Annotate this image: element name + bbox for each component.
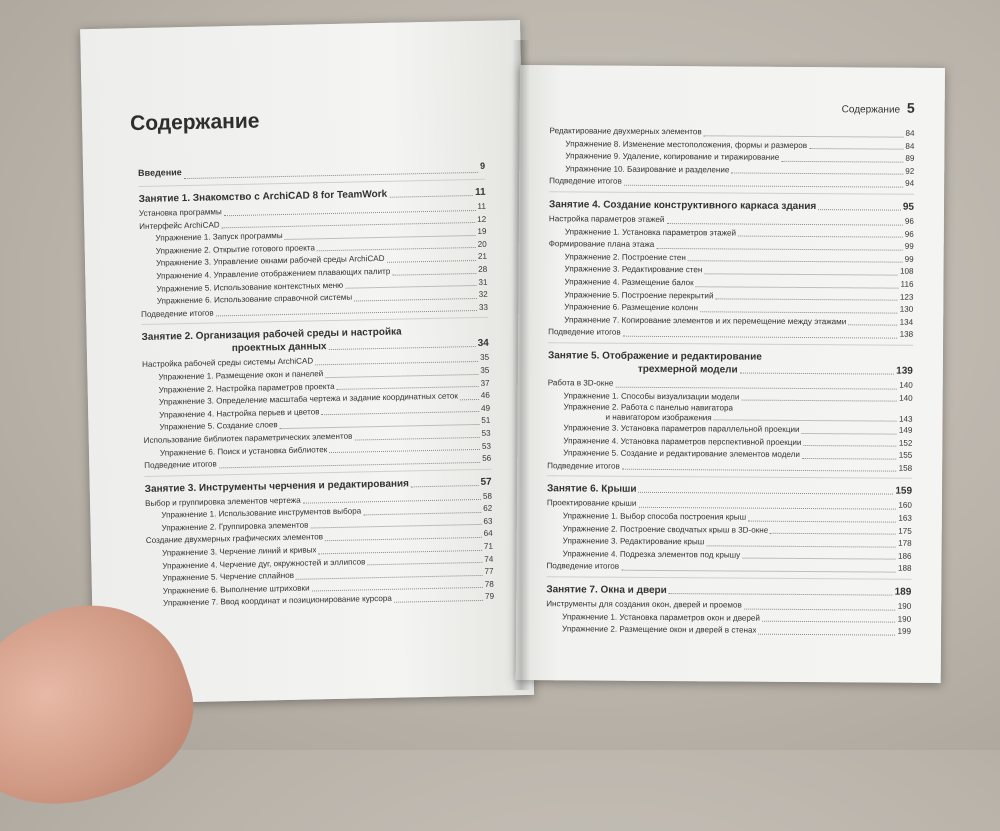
dot-leader — [216, 310, 477, 316]
section-divider — [547, 476, 912, 480]
dot-leader — [622, 469, 897, 472]
toc-entry-title: Создание двухмерных графических элементов — [145, 532, 324, 546]
right-page — [516, 65, 945, 683]
toc-entry-title: Упражнение 2. Построение стен — [564, 252, 686, 262]
dot-leader — [809, 148, 903, 150]
toc-entry-title: Упражнение 3. Определение масштаба чертежа и задание координатных сеток — [158, 391, 458, 407]
toc-entry-title: Упражнение 1. Использование инструментов выбора — [161, 506, 362, 520]
toc-entry-page: 138 — [899, 329, 914, 340]
toc-entry-title: Упражнение 3. Редактирование стен — [564, 264, 703, 275]
toc-entry-page: 56 — [482, 453, 492, 463]
toc-entry-title: Упражнение 3. Управление окнами рабочей среды ArchiCAD — [155, 254, 385, 269]
dot-leader — [389, 195, 473, 198]
toc-entry-title: Редактирование двухмерных элементов — [549, 126, 702, 137]
dot-leader — [818, 209, 901, 211]
toc-entry-page: 149 — [898, 425, 913, 435]
toc-list-left — [83, 155, 532, 612]
toc-entry-title: Формирование плана этажа — [548, 239, 655, 250]
dot-leader — [704, 273, 898, 275]
toc-entry-title: Упражнение 10. Базирование и разделение — [565, 164, 730, 175]
toc-entry-title: Упражнение 1. Установка параметров этажей — [564, 226, 737, 238]
left-page — [80, 20, 534, 704]
toc-entry-title: Упражнение 6. Поиск и установка библиотек — [159, 444, 328, 458]
page-number: 5 — [906, 99, 915, 116]
toc-entry-title: Подведение итогов — [548, 327, 621, 338]
toc-entry-page: 57 — [480, 476, 492, 488]
dot-leader — [387, 260, 476, 263]
toc-entry-page: 84 — [905, 141, 915, 151]
toc-entry-title: Использование библиотек параметрических элементов — [143, 431, 353, 445]
toc-entry-title: Занятие 7. Окна и двери — [546, 584, 667, 597]
toc-entry-title: Упражнение 2. Группировка элементов — [161, 520, 309, 533]
toc-entry-title: Упражнение 4. Управление отображением плавающих палитр — [156, 266, 391, 281]
toc-entry-page: 28 — [478, 264, 488, 274]
toc-entry — [548, 327, 913, 342]
toc-entry-page: 155 — [898, 450, 913, 461]
toc-entry-page: 21 — [477, 252, 488, 262]
toc-entry-title: Упражнение 4. Подрезка элементов под крышу — [562, 549, 741, 560]
toc-entry-title: Занятие 2. Организация рабочей среды и настройка — [141, 326, 402, 344]
section-divider — [546, 576, 911, 580]
toc-entry-page: 188 — [897, 564, 912, 574]
toc-entry-page: 58 — [482, 491, 493, 501]
toc-entry-title: Упражнение 1. Установка параметров окон и дверей — [562, 611, 761, 623]
toc-entry-title: Упражнение 9. Удаление, копирование и тиражирование — [565, 151, 780, 162]
toc-entry-title: Занятие 3. Инструменты черчения и редактирования — [144, 478, 410, 495]
dot-leader — [329, 346, 476, 350]
toc-entry-title: Настройка параметров этажей — [548, 214, 665, 224]
toc-entry-page: 62 — [483, 503, 493, 514]
dot-leader — [696, 286, 899, 288]
dot-leader — [219, 462, 480, 468]
toc-entry-page: 178 — [898, 538, 912, 548]
dot-leader — [638, 492, 893, 495]
toc-entry-page: 84 — [905, 128, 915, 138]
toc-entry — [546, 583, 911, 599]
toc-entry-title: Введение — [138, 167, 182, 179]
toc-entry-title: Инструменты для создания окон, дверей и проемов — [546, 599, 742, 610]
dot-leader — [392, 273, 476, 276]
toc-entry-title: Упражнение 3. Редактирование крыш — [562, 536, 705, 547]
dot-leader — [367, 562, 482, 565]
toc-entry — [546, 623, 911, 638]
dot-leader — [354, 436, 479, 440]
toc-entry — [546, 561, 911, 576]
toc-entry-page: 99 — [904, 254, 914, 264]
toc-entry-page: 94 — [905, 179, 915, 189]
dot-leader — [704, 135, 904, 137]
toc-entry-page: 11 — [474, 186, 486, 198]
toc-entry-page: 11 — [477, 201, 486, 211]
toc-entry — [549, 198, 914, 214]
toc-entry-page: 186 — [898, 551, 912, 561]
toc-entry-page: 123 — [899, 292, 914, 302]
toc-entry-page: 19 — [477, 226, 487, 237]
section-divider — [548, 342, 913, 346]
toc-entry-page: 96 — [904, 216, 914, 226]
toc-entry-title: Занятие 1. Знакомство с ArchiCAD 8 for TeamWork — [138, 188, 388, 206]
dot-leader — [741, 400, 897, 402]
toc-entry-page: 53 — [481, 428, 491, 438]
dot-leader — [354, 298, 477, 302]
toc-entry-page: 130 — [899, 304, 914, 314]
toc-entry-title: Упражнение 2. Работа с панелью навигатора — [563, 402, 734, 413]
running-head-title: Содержание — [841, 104, 901, 116]
toc-entry-page: 71 — [483, 541, 494, 551]
toc-entry-page: 63 — [483, 516, 493, 526]
toc-entry-title: Упражнение 7. Копирование элементов и их перемещение между этажами — [564, 315, 847, 327]
toc-entry-page: 78 — [484, 579, 494, 589]
toc-entry-title: Проектирование крыши — [546, 498, 637, 509]
toc-entry-page: 49 — [481, 403, 491, 413]
toc-entry-page: 152 — [898, 438, 913, 448]
dot-leader — [621, 570, 896, 573]
toc-entry-title: Упражнение 4. Настройка перьев и цветов — [159, 407, 320, 420]
toc-entry-page: 77 — [484, 566, 494, 577]
dot-leader — [731, 173, 903, 175]
toc-entry-title: Упражнение 7. Ввод координат и позиционирование курсора — [163, 594, 392, 609]
dot-leader — [638, 507, 896, 510]
toc-entry-page: 33 — [478, 302, 489, 312]
dot-leader — [848, 325, 897, 326]
toc-entry — [548, 362, 913, 378]
book-spine-shadow — [512, 40, 530, 690]
toc-entry-title: трехмерной модели — [637, 363, 738, 376]
toc-entry-page: 189 — [894, 586, 912, 598]
dot-leader — [714, 419, 897, 421]
dot-leader — [666, 223, 902, 226]
running-head — [842, 99, 915, 116]
toc-entry-title: Подведение итогов — [547, 461, 620, 471]
toc-entry-title: Упражнение 2. Размещение окон и дверей в стенах — [562, 624, 757, 635]
toc-entry-title: Упражнение 4. Установка параметров перспективной проекции — [563, 435, 802, 447]
toc-entry-title: Упражнение 1. Размещение окон и панелей — [158, 369, 324, 382]
toc-entry-title: Подведение итогов — [546, 561, 620, 572]
toc-entry-title: Упражнение 2. Построение сводчатых крыш в 3D-окне — [562, 523, 769, 535]
toc-entry-page: 32 — [478, 289, 488, 300]
toc-entry-title: и навигатором изображения — [605, 412, 712, 423]
toc-entry-page: 35 — [479, 353, 490, 363]
toc-entry-page: 159 — [895, 486, 913, 498]
dot-leader — [700, 311, 898, 313]
toc-entry-page: 190 — [897, 601, 912, 611]
dot-leader — [738, 236, 903, 238]
toc-entry-title: Занятие 4. Создание конструктивного каркаса здания — [548, 199, 817, 213]
toc-entry-title: Занятие 6. Крыши — [547, 483, 637, 496]
toc-entry-title: Упражнение 5. Построение перекрытий — [564, 289, 714, 300]
toc-entry-page: 160 — [898, 501, 912, 511]
toc-entry-page: 20 — [477, 239, 487, 249]
toc-entry-title: Упражнение 6. Размещение колонн — [564, 302, 698, 313]
dot-leader — [770, 533, 896, 535]
toc-entry-title: Выбор и группировка элементов чертежа — [144, 495, 301, 508]
toc-entry-title: Упражнение 2. Настройка параметров проекта — [158, 381, 335, 395]
toc-entry-page: 64 — [483, 529, 493, 539]
toc-entry-title: Упражнение 3. Установка параметров параллельной проекции — [563, 423, 800, 435]
toc-entry-title: Упражнение 8. Изменение местоположения, формы и размеров — [565, 138, 808, 150]
toc-entry-title: Упражнение 1. Запуск программы — [155, 231, 283, 243]
dot-leader — [337, 386, 479, 390]
dot-leader — [759, 633, 896, 635]
dot-leader — [803, 445, 896, 447]
dot-leader — [460, 399, 479, 400]
toc-entry-title: проектных данных — [231, 341, 327, 355]
toc-entry-title: Упражнение 1. Выбор способа построения крыш — [562, 511, 747, 522]
toc-entry-title: Подведение итогов — [144, 459, 217, 471]
dot-leader — [623, 336, 898, 339]
toc-entry-title: Упражнение 6. Выполнение штриховки — [162, 583, 310, 596]
toc-entry-title: Установка программы — [138, 207, 222, 219]
toc-entry-title: Упражнение 6. Использование справочной системы — [156, 292, 353, 306]
toc-entry — [547, 483, 912, 499]
toc-entry-page: 51 — [481, 416, 491, 426]
toc-entry — [547, 460, 912, 475]
toc-entry-page: 158 — [898, 463, 913, 473]
toc-entry-page: 199 — [897, 626, 912, 636]
dot-leader — [688, 261, 903, 263]
toc-entry-title: Упражнение 5. Черчение сплайнов — [162, 571, 295, 583]
dot-leader — [802, 458, 897, 460]
toc-entry-page: 116 — [900, 279, 914, 289]
toc-entry-title: Настройка рабочей среды системы ArchiCAD — [142, 356, 314, 370]
toc-entry-page: 89 — [905, 153, 915, 163]
dot-leader — [706, 545, 896, 547]
toc-entry-title: Работа в 3D-окне — [547, 378, 614, 388]
dot-leader — [781, 161, 903, 163]
dot-leader — [742, 558, 896, 560]
toc-entry-page: 95 — [902, 201, 915, 213]
toc-entry-page: 37 — [480, 378, 490, 388]
toc-entry-page: 34 — [477, 338, 489, 350]
toc-entry-title: Упражнение 5. Создание слоев — [159, 420, 278, 432]
toc-entry-page: 99 — [904, 241, 914, 251]
toc-entry-page: 175 — [898, 526, 912, 536]
dot-leader — [411, 485, 479, 487]
toc-entry-page: 140 — [899, 393, 913, 403]
toc-list-right — [516, 125, 945, 639]
dot-leader — [740, 372, 895, 374]
dot-leader — [744, 608, 896, 610]
dot-leader — [363, 512, 481, 515]
toc-entry-page: 9 — [479, 160, 486, 171]
toc-entry-page: 92 — [905, 166, 915, 176]
toc-entry-title: Упражнение 5. Создание и редактирование элементов модели — [563, 448, 800, 460]
toc-entry-title: Упражнение 4. Черчение дуг, окружностей и эллипсов — [162, 557, 366, 571]
toc-entry-page: 108 — [900, 267, 914, 277]
toc-entry-title: Упражнение 3. Черчение линий и кривых — [161, 545, 317, 558]
dot-leader — [184, 172, 478, 179]
dot-leader — [345, 285, 476, 289]
dot-leader — [656, 248, 902, 251]
toc-entry-title: Упражнение 4. Размещение балок — [564, 277, 694, 288]
toc-entry-page: 35 — [480, 365, 490, 375]
toc-entry-title: Подведение итогов — [549, 176, 622, 187]
dot-leader — [762, 621, 896, 623]
section-divider — [549, 191, 914, 195]
toc-entry-page: 190 — [897, 614, 912, 624]
dot-leader — [394, 600, 483, 603]
toc-entry-page: 53 — [481, 441, 492, 451]
toc-entry-page: 134 — [899, 317, 914, 327]
dot-leader — [624, 185, 903, 188]
toc-entry — [549, 176, 914, 191]
toc-entry-title: Упражнение 1. Способы визуализации модели — [563, 390, 740, 402]
toc-entry-page: 46 — [480, 390, 490, 401]
toc-entry-page: 140 — [899, 380, 913, 390]
toc-entry-page: 96 — [904, 229, 914, 239]
toc-entry-title: Интерфейс ArchiCAD — [139, 219, 220, 231]
dot-leader — [715, 298, 897, 300]
toc-entry-title: Упражнение 5. Использование контекстных меню — [156, 280, 344, 294]
toc-entry-page: 143 — [898, 414, 913, 424]
dot-leader — [669, 593, 893, 596]
toc-entry-page: 12 — [477, 214, 487, 224]
toc-entry-title: Занятие 5. Отображение и редактирование — [547, 350, 762, 363]
toc-entry-title: Упражнение 2. Открытие готового проекта — [155, 243, 316, 256]
toc-entry-page: 139 — [896, 365, 913, 377]
dot-leader — [802, 433, 897, 435]
toc-entry-title: Подведение итогов — [140, 308, 214, 319]
dot-leader — [748, 520, 896, 522]
toc-entry-page: 163 — [898, 513, 912, 523]
toc-entry-page: 31 — [478, 277, 488, 287]
page-title: Содержание — [129, 109, 260, 136]
dot-leader — [615, 386, 897, 389]
toc-entry — [548, 349, 913, 365]
toc-entry-page: 74 — [484, 554, 494, 564]
toc-entry-page: 79 — [484, 592, 495, 602]
